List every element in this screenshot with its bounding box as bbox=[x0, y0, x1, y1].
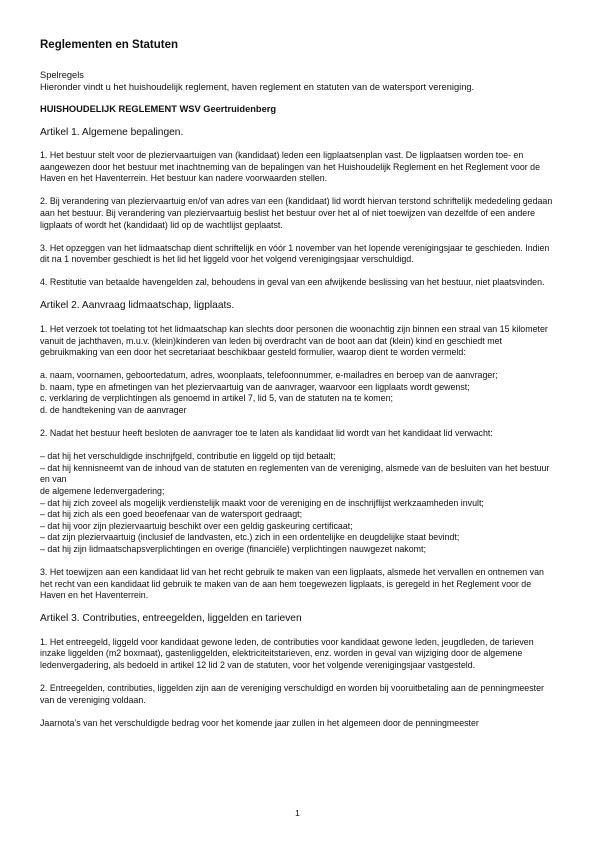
article-2-paragraph-3: 3. Het toewijzen aan een kandidaat lid van het recht gebruik te maken van een ligplaats, alsmede het vervallen en ontnemen van het recht van een kandidaat lid gebruik te maken van de aan hem toegewezen ligplaats, is geregeld in het Reglement voor de Haven en het Haventerrein. bbox=[40, 567, 544, 601]
article-3-paragraph-3: Jaarnota’s van het verschuldigde bedrag voor het komende jaar zullen in het algemeen door de penningmeester bbox=[40, 717, 479, 728]
list-item: a. naam, voornamen, geboortedatum, adres, woonplaats, telefoonnummer, e-mailadres en beroep van de aanvrager; bbox=[40, 370, 498, 381]
list-item: c. verklaring de verplichtingen als genoemd in artikel 7, lid 5, van de statuten na te komen; bbox=[40, 393, 393, 404]
article-1-paragraph-2: 2. Bij verandering van pleziervaartuig en/of van adres van een (kandidaat) lid wordt hiervan terstond schriftelijk mededeling gedaan aan het bestuur. Bij verandering van pleziervaartuig beslist het bestuur over het al of niet toewijzen van dezelfde of een andere ligplaats of wordt het (kandidaat) lid op de wachtlijst geplaatst. bbox=[40, 196, 553, 230]
article-2-list-2 bbox=[40, 451, 558, 555]
list-item: – dat hij kennisneemt van de inhoud van de statuten en reglementen van de vereniging, alsmede van de besluiten van het bestuur en van bbox=[40, 462, 550, 485]
list-item: – dat hij zich zoveel als mogelijk verdienstelijk maakt voor de vereniging en de inschrijflijst werkzaamheden invult; bbox=[40, 497, 484, 508]
article-2-paragraph-2: 2. Nadat het bestuur heeft besloten de aanvrager toe te laten als kandidaat lid wordt van het kandidaat lid verwacht: bbox=[40, 428, 493, 439]
page-number: 1 bbox=[295, 808, 300, 818]
list-item: – dat hij het verschuldigde inschrijfgeld, contributie en liggeld op tijd betaalt; bbox=[40, 451, 336, 462]
list-item: – dat hij zijn lidmaatschapsverplichtingen en overige (financiële) verplichtingen nauwgezet nakomt; bbox=[40, 543, 426, 554]
list-item: – dat zijn pleziervaartuig (inclusief de landvasten, etc.) zich in een ordentelijke en deugdelijke staat bevindt; bbox=[40, 532, 460, 543]
reglement-title: HUISHOUDELIJK REGLEMENT WSV Geertruidenberg bbox=[40, 104, 277, 114]
article-1-heading: Artikel 1. Algemene bepalingen. bbox=[40, 126, 184, 138]
intro-section bbox=[40, 69, 558, 93]
article-3-paragraph-2: 2. Entreegelden, contributies, liggelden zijn aan de vereniging verschuldigd en worden bij vooruitbetaling aan de penningmeester van de vereniging voldaan. bbox=[40, 683, 544, 705]
article-1-paragraph-1: 1. Het bestuur stelt voor de pleziervaartuigen van (kandidaat) leden een ligplaatsenplan vast. De ligplaatsen worden toe- en aangewezen door het bestuur met inachtneming van de bepalingen van het Huishoudelijk Reglement en het Reglement voor de Haven en het Haventerrein. Het bestuur kan nadere voorwaarden stellen. bbox=[40, 150, 541, 184]
list-item: de algemene ledenvergadering; bbox=[40, 485, 165, 496]
intro-heading: Spelregels bbox=[40, 70, 84, 80]
document-page bbox=[40, 38, 558, 741]
article-1-paragraph-4: 4. Restitutie van betaalde havengelden zal, behoudens in geval van een afwijkende beslissing van het bestuur, niet plaatsvinden. bbox=[40, 277, 545, 288]
article-2-list-1 bbox=[40, 370, 558, 416]
article-2-heading: Artikel 2. Aanvraag lidmaatschap, ligplaats. bbox=[40, 300, 235, 312]
list-item: b. naam, type en afmetingen van het pleziervaartuig van de aanvrager, waarvoor een ligplaats wordt gewenst; bbox=[40, 381, 470, 392]
list-item: d. de handtekening van de aanvrager bbox=[40, 405, 187, 415]
article-2-paragraph-1: 1. Het verzoek tot toelating tot het lidmaatschap kan slechts door personen die woonachtig zijn binnen een straal van 15 kilometer vanuit de jachthaven, m.u.v. (klein)kinderen van leden bij overdracht van de boot aan dat (klein) kind en geschiedt met gebruikmaking van een door het secretariaat beschikbaar gesteld formulier, waarop dient te worden vermeld: bbox=[40, 323, 548, 358]
article-1-paragraph-3: 3. Het opzeggen van het lidmaatschap dient schriftelijk en vóór 1 november van het lopende verenigingsjaar te geschieden. Indien dit na 1 november geschiedt is het lid het liggeld voor het volgend verenigingsjaar verschuldigd. bbox=[40, 242, 550, 265]
article-3-paragraph-1: 1. Het entreegeld, liggeld voor kandidaat gewone leden, de contributies voor kandidaat gewone leden, jeugdleden, de tarieven inzake liggelden (m2 boxmaat), gastenliggelden, elektriciteitstarieven, enz. worden in geval van wijziging door de algemene ledenvergadering, als bedoeld in artikel 12 lid 2 van de statuten, voor het volgende verenigingsjaar vastgesteld. bbox=[40, 636, 534, 670]
list-item: – dat hij zich als een goed beoefenaar van de watersport gedraagt; bbox=[40, 509, 303, 520]
article-3-heading: Artikel 3. Contributies, entreegelden, liggelden en tarieven bbox=[40, 613, 302, 625]
page-title: Reglementen en Statuten bbox=[40, 39, 179, 51]
intro-text: Hieronder vindt u het huishoudelijk reglement, haven reglement en statuten van de watersport vereniging. bbox=[40, 82, 475, 92]
list-item: – dat hij voor zijn pleziervaartuig beschikt over een geldig gaskeuring certificaat; bbox=[40, 520, 353, 531]
